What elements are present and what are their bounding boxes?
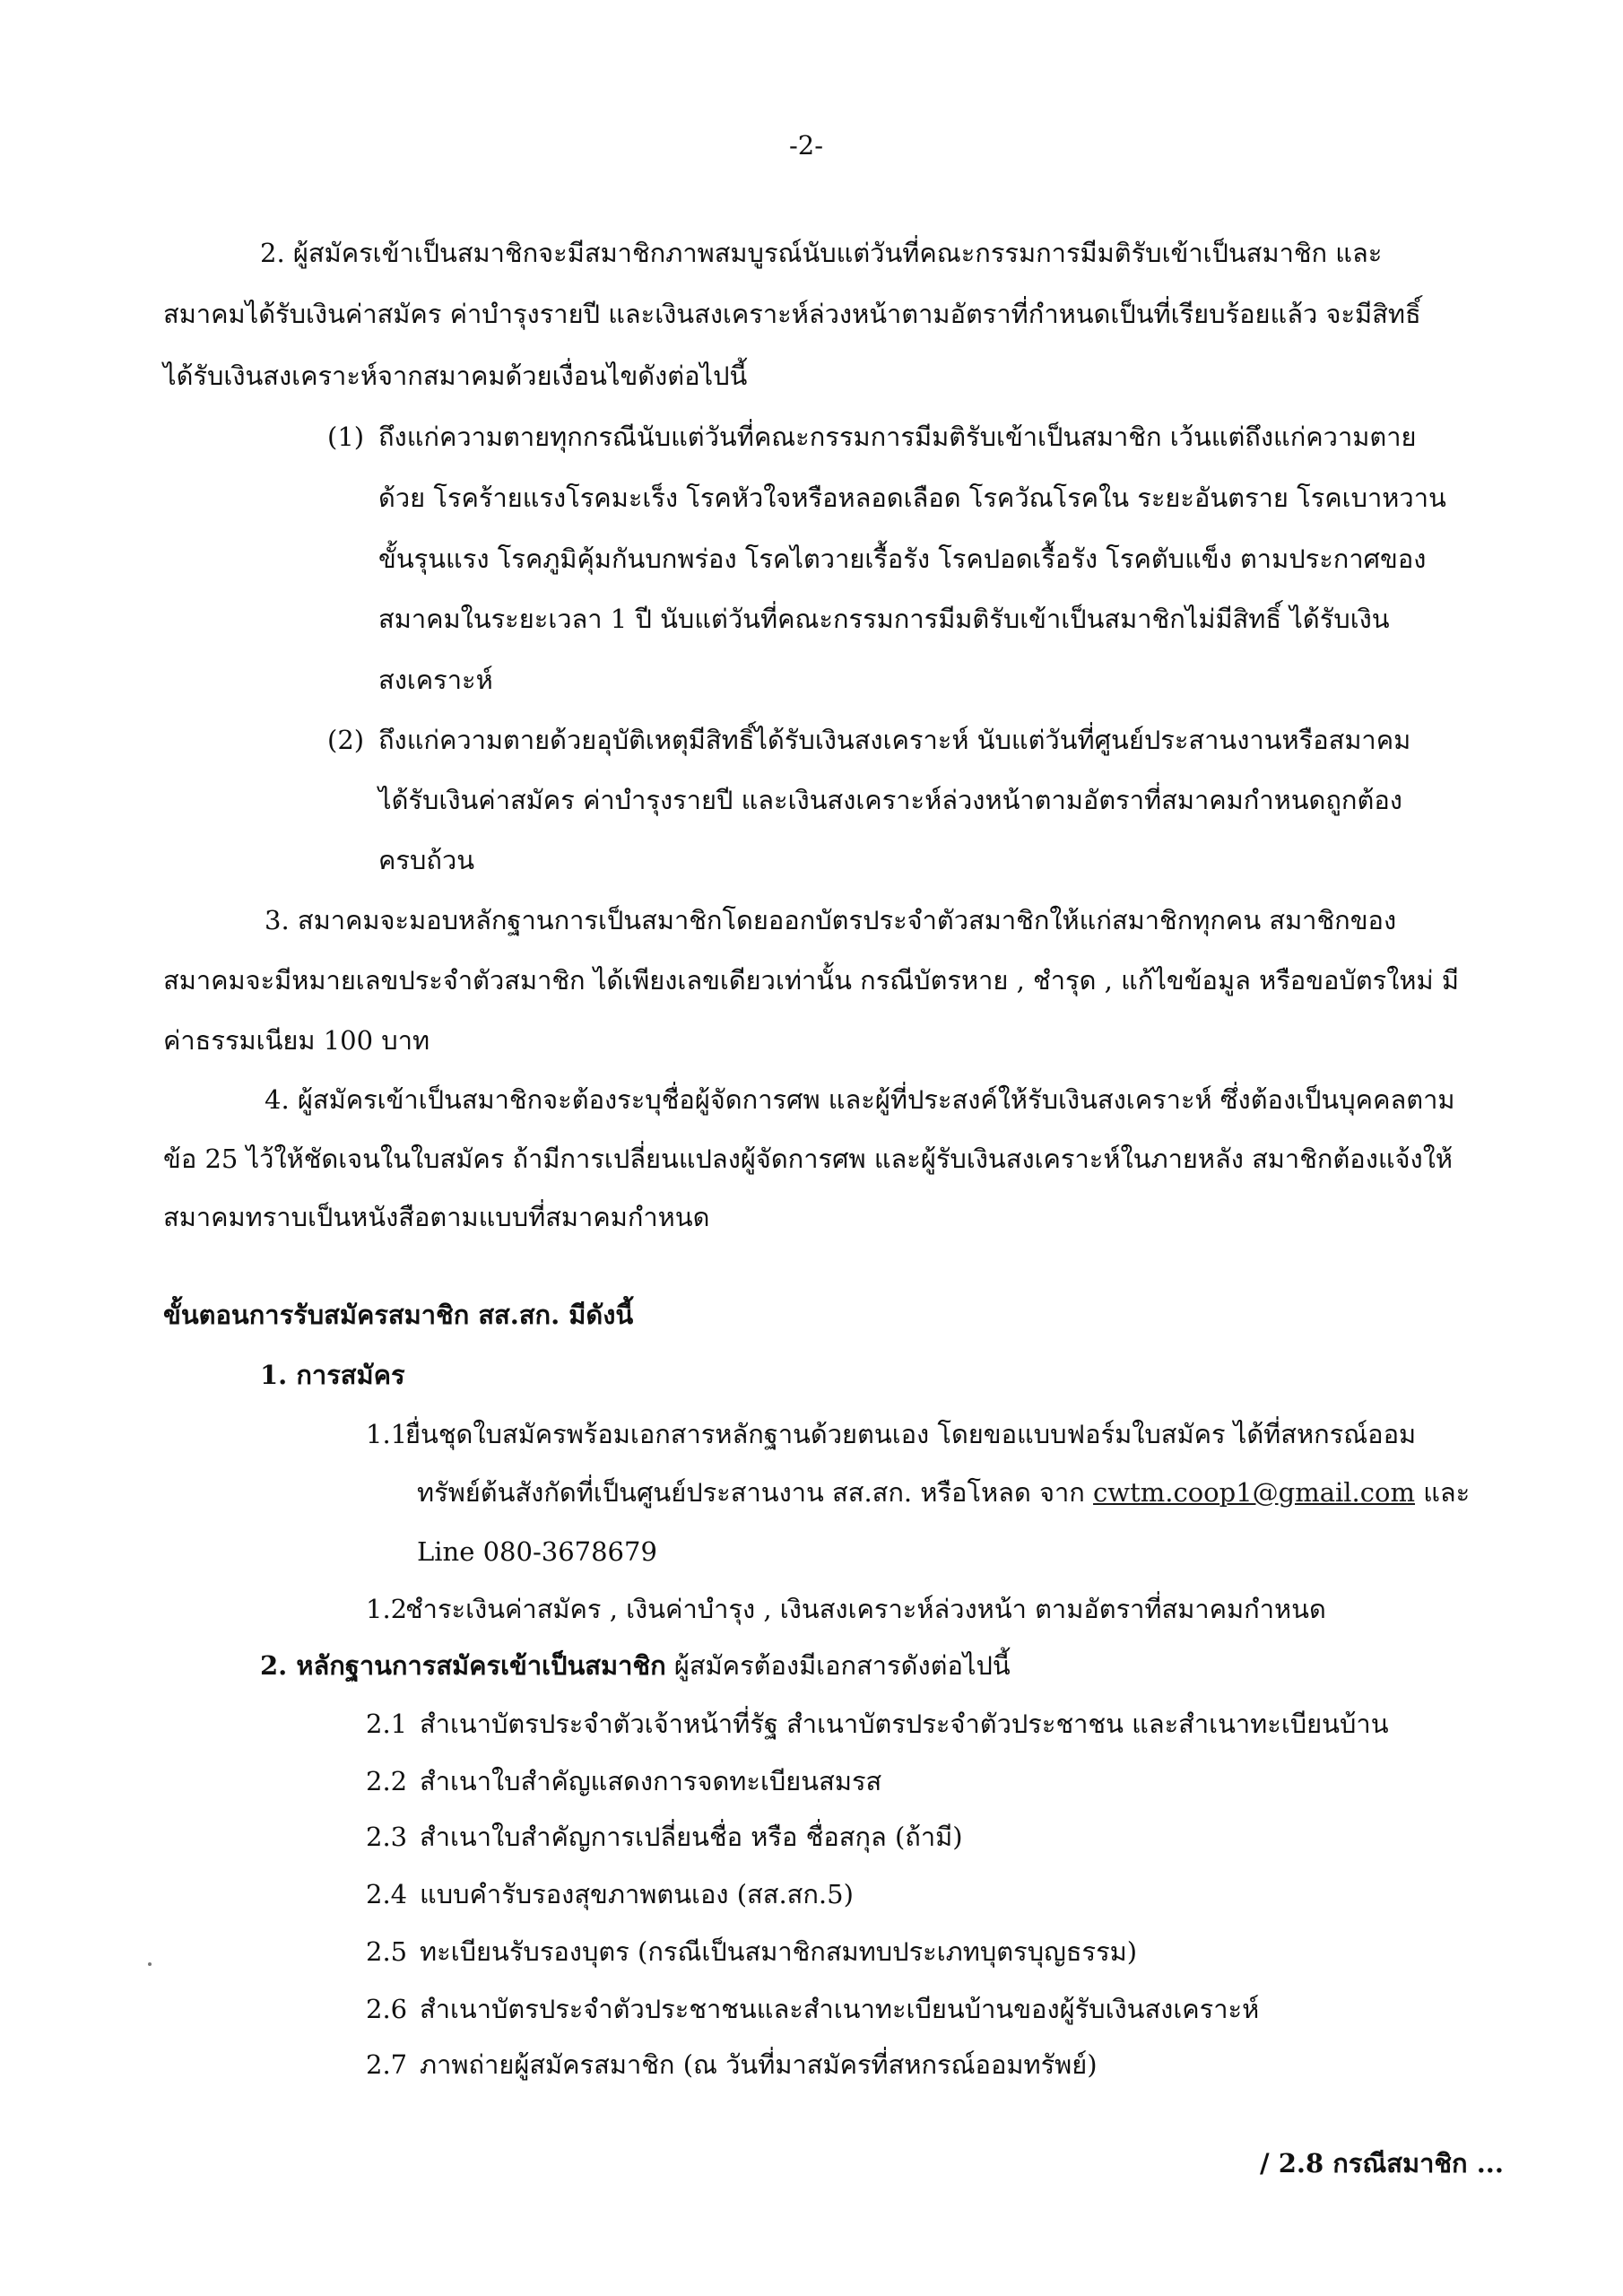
section3-line-3: ค่าธรรมเนียม 100 บาท [163,1025,430,1056]
section2-line-1: 2. ผู้สมัครเข้าเป็นสมาชิกจะมีสมาชิกภาพสมบูรณ์นับแต่วันที่คณะกรรมการมีมติรับเข้าเป็นสมาชิก และ [260,238,1383,268]
doc-item-number: 2.1 [366,1709,408,1739]
section2-line-2: สมาคมได้รับเงินค่าสมัคร ค่าบำรุงรายปี และเงินสงเคราะห์ล่วงหน้าตามอัตราที่กำหนดเป็นที่เรียบร้อยแล้ว จะมีสิทธิ์ [163,299,1421,329]
doc-item-number: 2.2 [366,1766,408,1796]
item1-line-3: ขั้นรุนแรง โรคภูมิคุ้มกันบกพร่อง โรคไตวายเรื้อรัง โรคปอดเรื้อรัง โรคตับแข็ง ตามประกาศของ [378,544,1427,574]
doc-item-text: สำเนาบัตรประจำตัวเจ้าหน้าที่รัฐ สำเนาบัตรประจำตัวประชาชน และสำเนาทะเบียนบ้าน [420,1709,1389,1739]
section3-line-1: 3. สมาคมจะมอบหลักฐานการเป็นสมาชิกโดยออกบัตรประจำตัวสมาชิกให้แก่สมาชิกทุกคน สมาชิกของ [265,905,1397,935]
item2-line-2: ได้รับเงินค่าสมัคร ค่าบำรุงรายปี และเงินสงเคราะห์ล่วงหน้าตามอัตราที่สมาคมกำหนดถูกต้อง [378,785,1402,815]
procedure-heading: ขั้นตอนการรับสมัครสมาชิก สส.สก. มีดังนี้ [163,1300,634,1330]
page-number: -2- [789,130,824,161]
step1-1-line-2-suffix: และ [1423,1477,1471,1508]
doc-item-text: สำเนาใบสำคัญการเปลี่ยนชื่อ หรือ ชื่อสกุล (ถ้ามี) [420,1822,963,1852]
step1-2-text: ชำระเงินค่าสมัคร , เงินค่าบำรุง , เงินสงเคราะห์ล่วงหน้า ตามอัตราที่สมาคมกำหนด [405,1594,1326,1624]
doc-item-number: 2.4 [366,1879,408,1909]
doc-item-text: แบบคำรับรองสุขภาพตนเอง (สส.สก.5) [420,1879,854,1909]
doc-item-text: ภาพถ่ายผู้สมัครสมาชิก (ณ วันที่มาสมัครที่สหกรณ์ออมทรัพย์) [420,2049,1098,2080]
item1-number: (1) [327,422,365,452]
doc-item-text: ทะเบียนรับรองบุตร (กรณีเป็นสมาชิกสมทบประเภทบุตรบุญธรรม) [420,1936,1138,1967]
section4-line-1: 4. ผู้สมัครเข้าเป็นสมาชิกจะต้องระบุชื่อผู้จัดการศพ และผู้ที่ประสงค์ให้รับเงินสงเคราะห์ ซึ่งต้องเป็นบุคคลตาม [265,1084,1455,1115]
line-contact: Line 080-3678679 [417,1536,657,1567]
item1-line-1: ถึงแก่ความตายทุกกรณีนับแต่วันที่คณะกรรมการมีมติรับเข้าเป็นสมาชิก เว้นแต่ถึงแก่ความตาย [378,422,1417,452]
scan-speck [148,1962,152,1966]
step1-2-number: 1.2 [366,1594,408,1624]
section4-line-2: ข้อ 25 ไว้ให้ชัดเจนในใบสมัคร ถ้ามีการเปลี่ยนแปลงผู้จัดการศพ และผู้รับเงินสงเคราะห์ในภายหลัง สมาชิกต้องแจ้งให้ [163,1144,1453,1174]
doc-item-number: 2.5 [366,1936,408,1967]
step1-1-line-2 [417,1474,1470,1510]
step1-1-line-2-text: ทรัพย์ต้นสังกัดที่เป็นศูนย์ประสานงาน สส.สก. หรือโหลด จาก [417,1477,1085,1508]
step1-1-number: 1.1 [366,1419,408,1449]
step2-title [260,1648,1011,1683]
doc-item-text: สำเนาบัตรประจำตัวประชาชนและสำเนาทะเบียนบ้านของผู้รับเงินสงเคราะห์ [420,1994,1260,2024]
doc-item-number: 2.3 [366,1822,408,1852]
item2-number: (2) [327,725,365,755]
doc-item-number: 2.6 [366,1994,408,2024]
step2-title-bold: 2. หลักฐานการสมัครเข้าเป็นสมาชิก [260,1650,666,1681]
item1-line-4: สมาคมในระยะเวลา 1 ปี นับแต่วันที่คณะกรรมการมีมติรับเข้าเป็นสมาชิกไม่มีสิทธิ์ ได้รับเงิน [378,604,1390,634]
item1-line-5: สงเคราะห์ [378,665,493,695]
step1-title: 1. การสมัคร [260,1360,405,1390]
section3-line-2: สมาคมจะมีหมายเลขประจำตัวสมาชิก ได้เพียงเลขเดียวเท่านั้น กรณีบัตรหาย , ชำรุด , แก้ไขข้อมูล หรือขอบัตรใหม่ มี [163,965,1459,996]
step1-1-line-1: ยื่นชุดใบสมัครพร้อมเอกสารหลักฐานด้วยตนเอง โดยขอแบบฟอร์มใบสมัคร ได้ที่สหกรณ์ออม [405,1419,1417,1449]
doc-item-number: 2.7 [366,2049,408,2080]
email-link[interactable]: cwtm.coop1@gmail.com [1093,1477,1415,1508]
doc-item-text: สำเนาใบสำคัญแสดงการจดทะเบียนสมรส [420,1766,882,1796]
step2-title-rest: ผู้สมัครต้องมีเอกสารดังต่อไปนี้ [665,1650,1011,1681]
section2-line-3: ได้รับเงินสงเคราะห์จากสมาคมด้วยเงื่อนไขดังต่อไปนี้ [163,361,748,391]
item2-line-3: ครบถ้วน [378,845,475,875]
continuation-note: / 2.8 กรณีสมาชิก ... [1260,2148,1505,2179]
section4-line-3: สมาคมทราบเป็นหนังสือตามแบบที่สมาคมกำหนด [163,1202,710,1232]
item2-line-1: ถึงแก่ความตายด้วยอุบัติเหตุมีสิทธิ์ได้รับเงินสงเคราะห์ นับแต่วันที่ศูนย์ประสานงานหรือสมาคม [378,725,1411,755]
item1-line-2: ด้วย โรคร้ายแรงโรคมะเร็ง โรคหัวใจหรือหลอดเลือด โรควัณโรคใน ระยะอันตราย โรคเบาหวาน [378,483,1446,513]
